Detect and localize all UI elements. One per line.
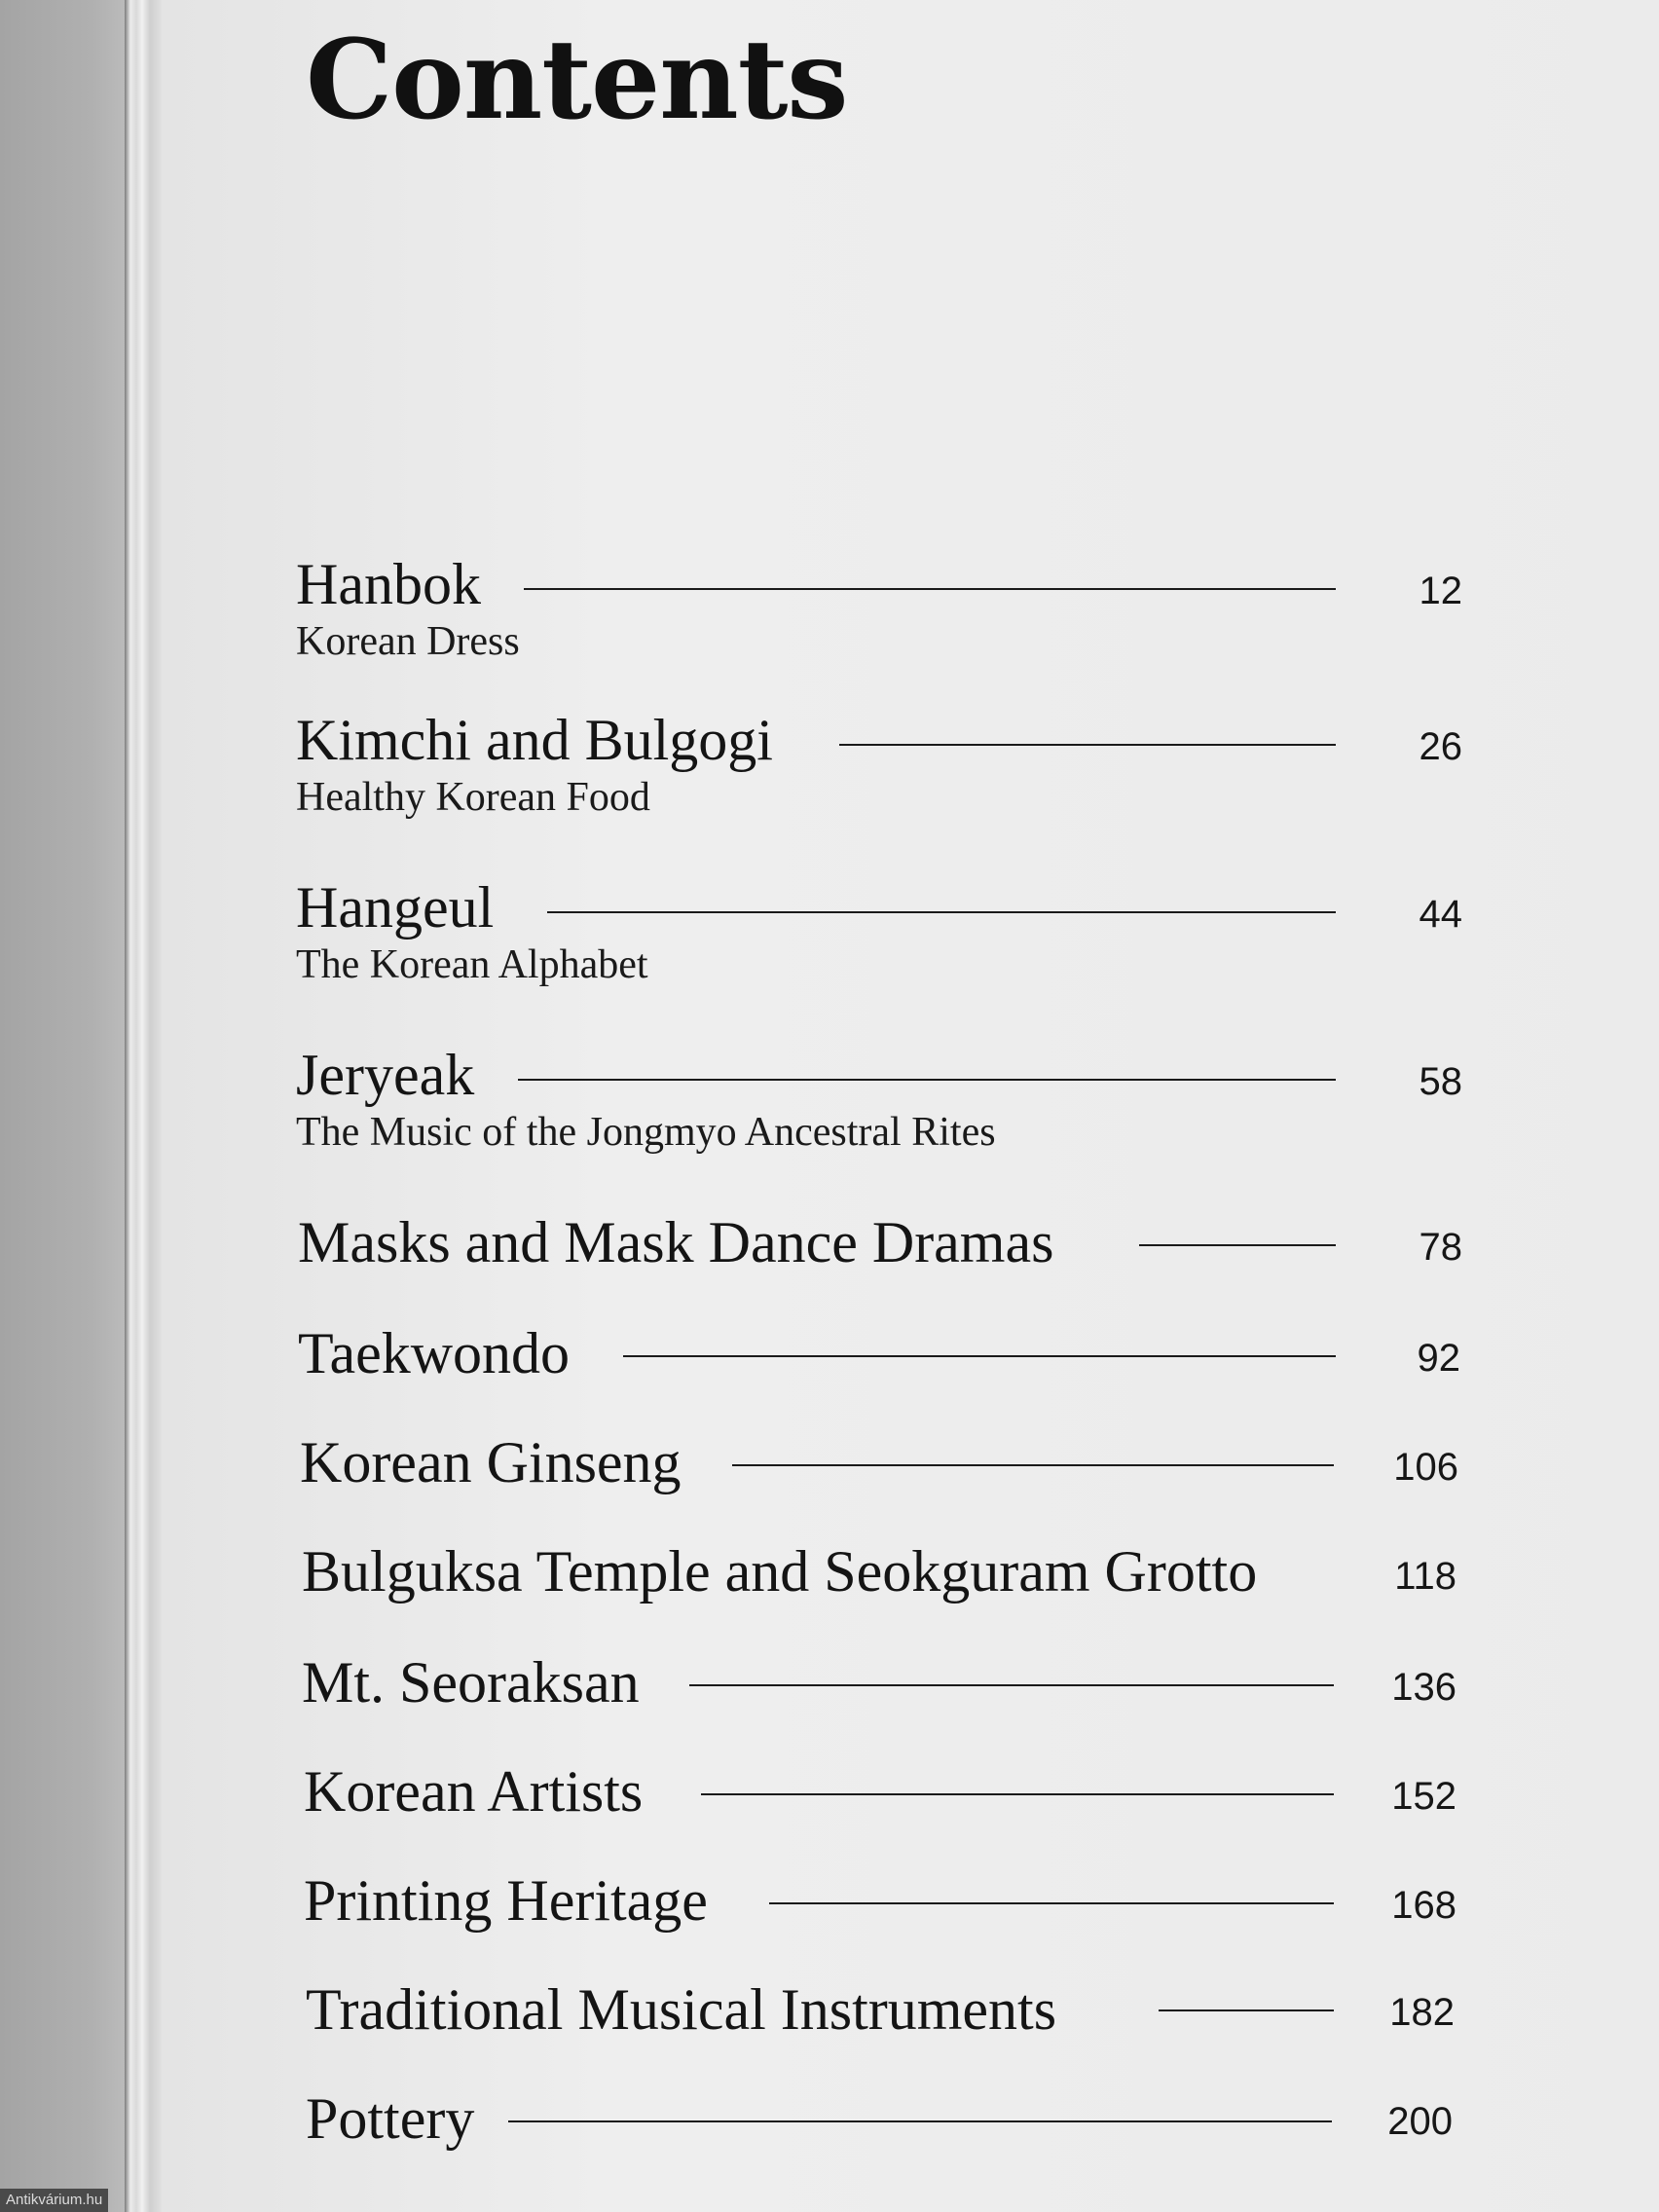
leader-line	[839, 744, 1336, 746]
toc-entry-title: Kimchi and Bulgogi	[296, 708, 773, 772]
toc-page-number: 118	[1394, 1555, 1456, 1598]
toc-page-number: 26	[1419, 725, 1462, 768]
leader-line	[524, 588, 1336, 590]
toc-page-number: 200	[1387, 2100, 1453, 2143]
toc-entry-instruments[interactable]	[0, 1972, 1659, 2089]
toc-entry-hanbok[interactable]	[0, 547, 1659, 664]
leader-line	[1159, 2009, 1334, 2011]
toc-entry-subtitle: Healthy Korean Food	[296, 775, 650, 820]
toc-entry-taekwondo[interactable]	[0, 1316, 1659, 1433]
toc-entry-title: Printing Heritage	[304, 1868, 708, 1933]
toc-entry-title: Mt. Seoraksan	[302, 1650, 640, 1714]
toc-page-number: 44	[1419, 893, 1462, 936]
toc-entry-subtitle: The Korean Alphabet	[296, 942, 648, 987]
toc-entry-title: Jeryeak	[296, 1043, 475, 1107]
toc-entry-title: Traditional Musical Instruments	[306, 1977, 1057, 2042]
toc-entry-title: Korean Ginseng	[300, 1430, 682, 1494]
toc-entry-title: Taekwondo	[298, 1321, 571, 1385]
page-title: Contents	[306, 17, 848, 144]
leader-line	[508, 2120, 1332, 2122]
leader-line	[547, 911, 1336, 913]
watermark: Antikvárium.hu	[0, 2189, 108, 2212]
toc-page-number: 58	[1419, 1060, 1462, 1103]
toc-entry-title: Hanbok	[296, 552, 481, 616]
toc-page-number: 78	[1419, 1226, 1462, 1269]
toc-entry-title: Hangeul	[296, 875, 495, 940]
toc-entry-ginseng[interactable]	[0, 1425, 1659, 1542]
leader-line	[732, 1464, 1334, 1466]
toc-entry-title: Bulguksa Temple and Seokguram Grotto	[302, 1539, 1258, 1604]
toc-entry-printing[interactable]	[0, 1863, 1659, 1980]
toc-entry-title: Pottery	[306, 2086, 475, 2151]
toc-entry-subtitle: The Music of the Jongmyo Ancestral Rites	[296, 1110, 996, 1155]
leader-line	[623, 1355, 1336, 1357]
leader-line	[701, 1793, 1334, 1795]
leader-line	[1139, 1244, 1336, 1246]
toc-entry-title: Korean Artists	[304, 1759, 644, 1824]
leader-line	[769, 1902, 1334, 1904]
leader-line	[518, 1079, 1336, 1081]
toc-entry-artists[interactable]	[0, 1754, 1659, 1871]
toc-page-number: 106	[1393, 1446, 1458, 1489]
toc-entry-hangeul[interactable]	[0, 870, 1659, 987]
toc-entry-masks[interactable]	[0, 1205, 1659, 1322]
leader-line	[689, 1684, 1334, 1686]
toc-entry-seoraksan[interactable]	[0, 1645, 1659, 1762]
toc-entry-jeryeak[interactable]	[0, 1038, 1659, 1155]
toc-page-number: 182	[1389, 1991, 1455, 2034]
toc-entry-subtitle: Korean Dress	[296, 619, 520, 664]
toc-page-number: 12	[1419, 570, 1462, 612]
toc-page-number: 136	[1391, 1666, 1456, 1709]
toc-page-number: 168	[1391, 1884, 1456, 1927]
toc-page-number: 92	[1417, 1337, 1460, 1380]
toc-entry-bulguksa[interactable]	[0, 1534, 1659, 1651]
toc-entry-kimchi[interactable]	[0, 703, 1659, 820]
toc-entry-title: Masks and Mask Dance Dramas	[298, 1210, 1054, 1274]
toc-page-number: 152	[1391, 1775, 1456, 1818]
toc-entry-pottery[interactable]	[0, 2082, 1659, 2198]
